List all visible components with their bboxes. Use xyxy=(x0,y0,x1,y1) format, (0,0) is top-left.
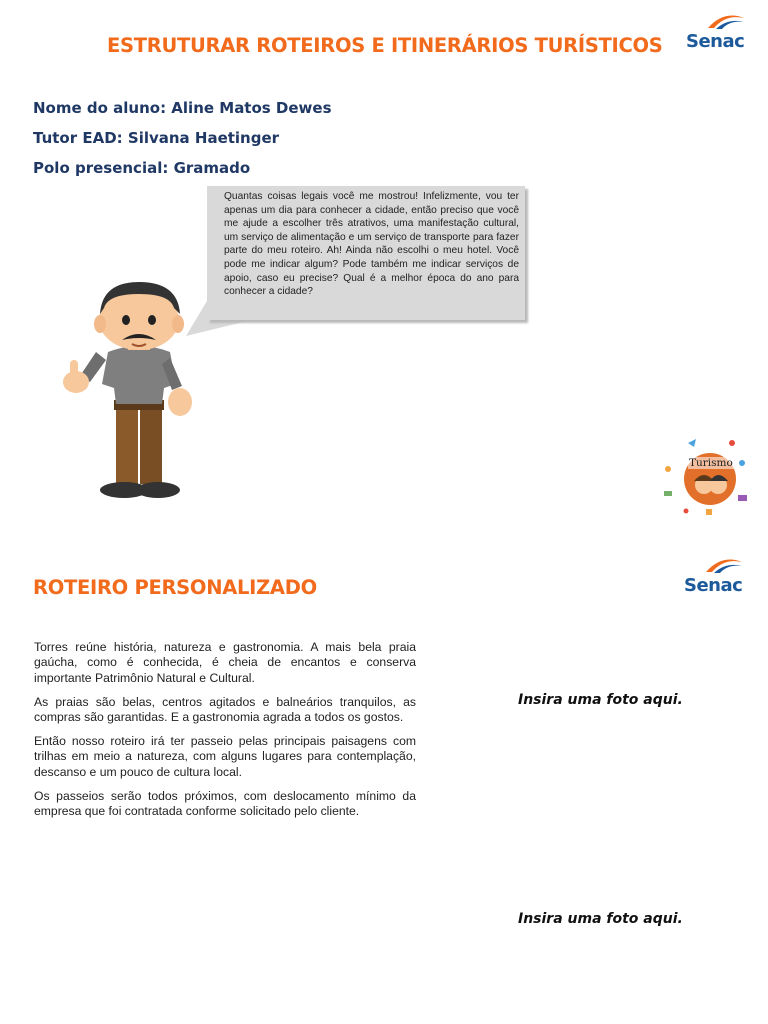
tutor-name: Tutor EAD: Silvana Haetinger xyxy=(33,129,280,147)
turismo-badge-label: Turismo xyxy=(689,457,733,469)
page-title: ESTRUTURAR ROTEIROS E ITINERÁRIOS TURÍSTICOS xyxy=(107,34,663,57)
paragraph-intro: Torres reúne história, natureza e gastronomia. A mais bela praia gaúcha, como é conhecida, é cheia de encantos e conserva importante Patrimônio Natural e Cultural. xyxy=(34,640,416,685)
photo-placeholder-1: Insira uma foto aqui. xyxy=(518,692,683,708)
paragraph-tours: Os passeios serão todos próximos, com deslocamento mínimo da empresa que foi contratada conforme solicitado pelo cliente. xyxy=(34,789,416,819)
speech-bubble-text: Quantas coisas legais você me mostrou! Infelizmente, vou ter apenas um dia para conhecer a cidade, então preciso que você me ajude a escolher três atrativos, uma manifestação cultural, um serviço de alimentação e um serviço de transporte para fazer parte do meu roteiro. Ah! Ainda não escolhi o meu hotel. Você pode me indicar algum? Pode também me indicar serviços de apoio, caso eu precise? Qual é a melhor época do ano para conhecer a cidade? xyxy=(224,191,519,298)
student-name: Nome do aluno: Aline Matos Dewes xyxy=(33,99,332,117)
travel-doodles-icon xyxy=(658,435,754,519)
senac-logo-text: Senac xyxy=(686,31,745,52)
polo-name: Polo presencial: Gramado xyxy=(33,159,251,177)
paragraph-itinerary: Então nosso roteiro irá ter passeio pelas principais paisagens com trilhas em meio a natureza, com alguns lugares para contemplação, descanso e um pouco de cultura local. xyxy=(34,734,416,779)
senac-logo-text: Senac xyxy=(684,575,743,596)
cartoon-man-illustration xyxy=(56,280,198,502)
turismo-badge xyxy=(658,435,754,519)
paragraph-beaches: As praias são belas, centros agitados e balneários tranquilos, as compras são garantidas. E a gastronomia agrada a todos os gostos. xyxy=(34,695,416,725)
section-title: ROTEIRO PERSONALIZADO xyxy=(33,576,317,599)
senac-logo-secondary xyxy=(684,556,746,598)
photo-placeholder-2: Insira uma foto aqui. xyxy=(518,911,683,927)
senac-swoosh-icon xyxy=(706,12,746,30)
speech-bubble xyxy=(207,186,525,320)
senac-swoosh-icon xyxy=(704,556,744,574)
senac-logo xyxy=(686,12,748,54)
